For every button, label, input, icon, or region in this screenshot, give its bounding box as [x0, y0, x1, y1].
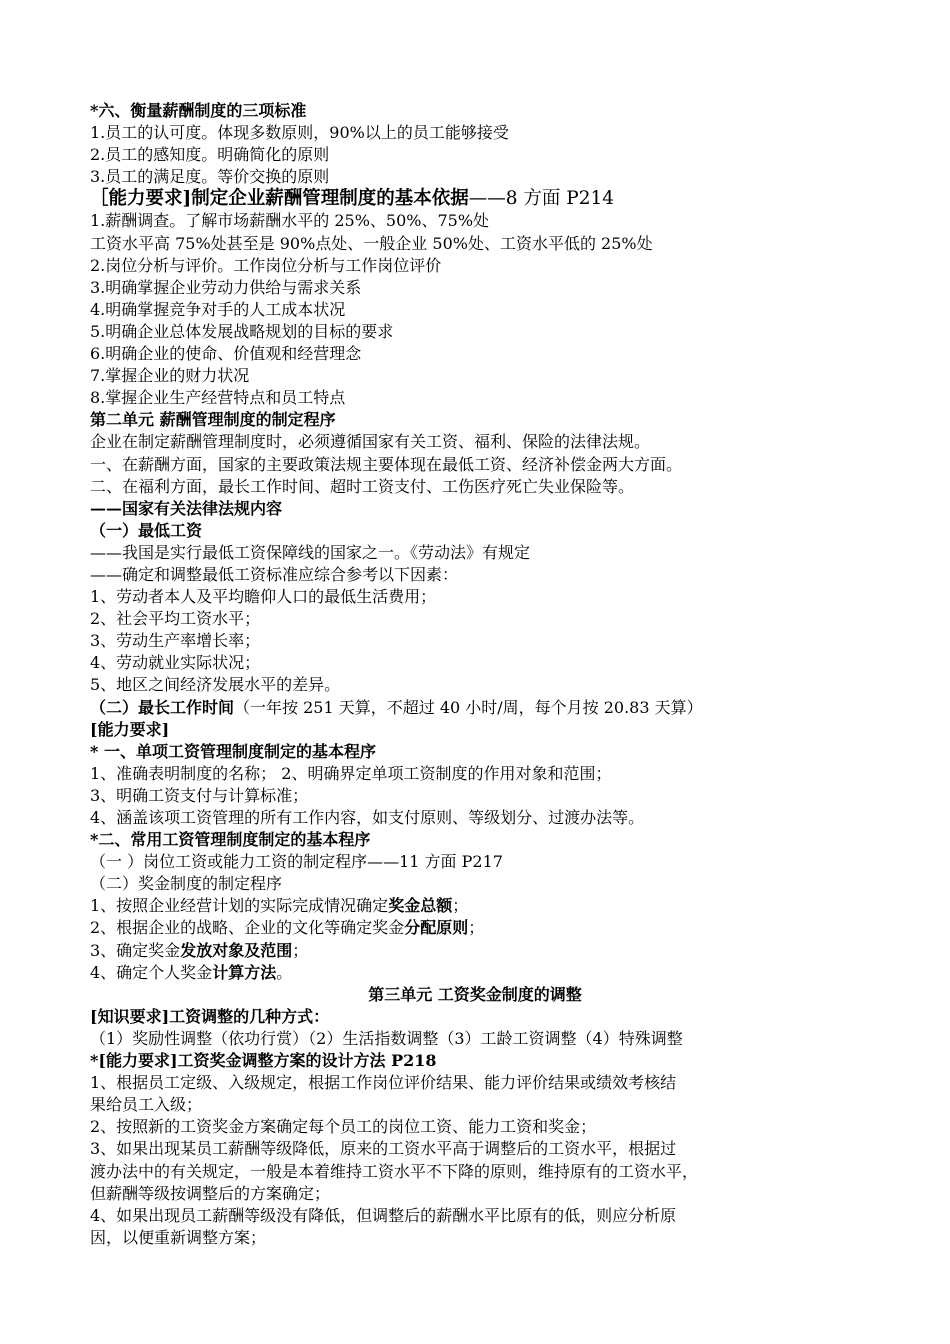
text-line: [知识要求]工资调整的几种方式：	[90, 1006, 330, 1026]
text-line: 4、涵盖该项工资管理的所有工作内容，如支付原则、等级划分、过渡办法等。	[90, 808, 645, 827]
text-line: *二、常用工资管理制度制定的基本程序	[90, 830, 371, 850]
text-line: 1.薪酬调查。了解市场薪酬水平的 25%、50%、75%处	[90, 211, 490, 231]
text-segment: ；	[468, 918, 485, 938]
text-line: 7.掌握企业的财力状况	[90, 366, 250, 386]
text-line: 渡办法中的有关规定，一般是本着维持工资水平不下降的原则，维持原有的工资水平，	[90, 1161, 699, 1181]
text-line: 2、按照新的工资奖金方案确定每个员工的岗位工资、能力工资和奖金；	[90, 1117, 597, 1137]
text-line	[90, 188, 860, 210]
text-line: * 一、单项工资管理制度制定的基本程序	[90, 741, 376, 761]
document-page	[90, 100, 860, 1249]
text-segment: 1、按照企业经营计划的实际完成情况确定	[90, 896, 389, 916]
text-line: 第二单元 薪酬管理制度的制定程序	[90, 410, 336, 430]
text-line	[90, 917, 860, 939]
text-line: 工资水平高 75%处甚至是 90%点处、一般企业 50%处、工资水平低的 25%处	[90, 233, 653, 253]
text-line: 1、劳动者本人及平均瞻仰人口的最低生活费用；	[90, 587, 437, 607]
text-line: 第三单元 工资奖金制度的调整	[368, 984, 582, 1004]
text-line: *六、衡量薪酬制度的三项标准	[90, 101, 307, 120]
text-line	[90, 697, 860, 719]
text-line: 3、劳动生产率增长率；	[90, 631, 261, 651]
text-line: 2、社会平均工资水平；	[90, 609, 261, 629]
text-line: 2.岗位分析与评价。工作岗位分析与工作岗位评价	[90, 255, 442, 275]
text-line: （一）最低工资	[90, 520, 203, 540]
text-line: 果给员工入级；	[90, 1095, 203, 1115]
text-line: 企业在制定薪酬管理制度时，必须遵循国家有关工资、福利、保险的法律法规。	[90, 432, 651, 452]
text-line: （二）奖金制度的制定程序	[90, 874, 283, 894]
text-line: 4、如果出现员工薪酬等级没有降低，但调整后的薪酬水平比原有的低，则应分析原	[90, 1205, 677, 1225]
text-line: 4.明确掌握竞争对手的人工成本状况	[90, 299, 346, 319]
text-segment: 分配原则	[404, 918, 469, 938]
text-line: 8.掌握企业生产经营特点和员工特点	[90, 388, 346, 408]
text-segment: 。	[276, 962, 293, 982]
text-line: 3.员工的满足度。等价交换的原则	[90, 167, 330, 187]
text-segment: ；	[452, 896, 469, 916]
text-line: （一 ）岗位工资或能力工资的制定程序——11 方面 P217	[90, 852, 503, 872]
text-line: 3、明确工资支付与计算标准；	[90, 785, 309, 805]
text-line: 6.明确企业的使命、价值观和经营理念	[90, 344, 362, 364]
text-line	[90, 962, 860, 984]
text-line: 二、在福利方面，最长工作时间、超时工资支付、工伤医疗死亡失业保险等。	[90, 476, 635, 496]
text-segment: ［能力要求]制定企业薪酬管理制度的基本依据	[90, 188, 469, 210]
text-line: ——国家有关法律法规内容	[90, 498, 283, 518]
text-segment: （一年按 251 天算，不超过 40 小时/周，每个月按 20.83 天算）	[234, 697, 703, 717]
text-segment: 发放对象及范围	[180, 940, 293, 960]
text-line: 1、准确表明制度的名称； 2、明确界定单项工资制度的作用对象和范围；	[90, 763, 612, 783]
text-segment: 计算方法	[212, 962, 277, 982]
text-line: ——我国是实行最低工资保障线的国家之一。《劳动法》有规定	[90, 542, 531, 562]
text-line: 1.员工的认可度。体现多数原则，90%以上的员工能够接受	[90, 123, 509, 143]
text-line	[90, 895, 860, 917]
text-segment: 4、确定个人奖金	[90, 962, 213, 982]
text-line	[90, 940, 860, 962]
text-line: 5.明确企业总体发展战略规划的目标的要求	[90, 321, 394, 341]
text-line: 因，以便重新调整方案；	[90, 1227, 267, 1247]
text-segment: （二）最长工作时间	[90, 697, 235, 717]
text-line: 但薪酬等级按调整后的方案确定；	[90, 1183, 331, 1203]
text-segment: 奖金总额	[388, 896, 453, 916]
text-line: （1）奖励性调整（依功行赏）（2）生活指数调整（3）工龄工资调整（4）特殊调整	[90, 1028, 683, 1048]
text-line: 一、在薪酬方面，国家的主要政策法规主要体现在最低工资、经济补偿金两大方面。	[90, 454, 683, 474]
text-line: 4、劳动就业实际状况；	[90, 653, 261, 673]
text-line: [能力要求]	[90, 719, 170, 739]
text-segment: ——8 方面 P214	[468, 188, 615, 210]
text-segment: 2、根据企业的战略、企业的文化等确定奖金	[90, 918, 405, 938]
text-line: 3、如果出现某员工薪酬等级降低，原来的工资水平高于调整后的工资水平，根据过	[90, 1139, 677, 1159]
text-line: ——确定和调整最低工资标准应综合参考以下因素：	[90, 564, 459, 584]
text-line: 2.员工的感知度。明确简化的原则	[90, 145, 330, 165]
text-line: 3.明确掌握企业劳动力供给与需求关系	[90, 277, 362, 297]
text-line: 1、根据员工定级、入级规定，根据工作岗位评价结果、能力评价结果或绩效考核结	[90, 1073, 677, 1093]
text-line: *[能力要求]工资奖金调整方案的设计方法 P218	[90, 1051, 437, 1071]
text-line: 5、地区之间经济发展水平的差异。	[90, 675, 341, 695]
text-segment: 3、确定奖金	[90, 940, 181, 960]
text-segment: ；	[292, 940, 309, 960]
